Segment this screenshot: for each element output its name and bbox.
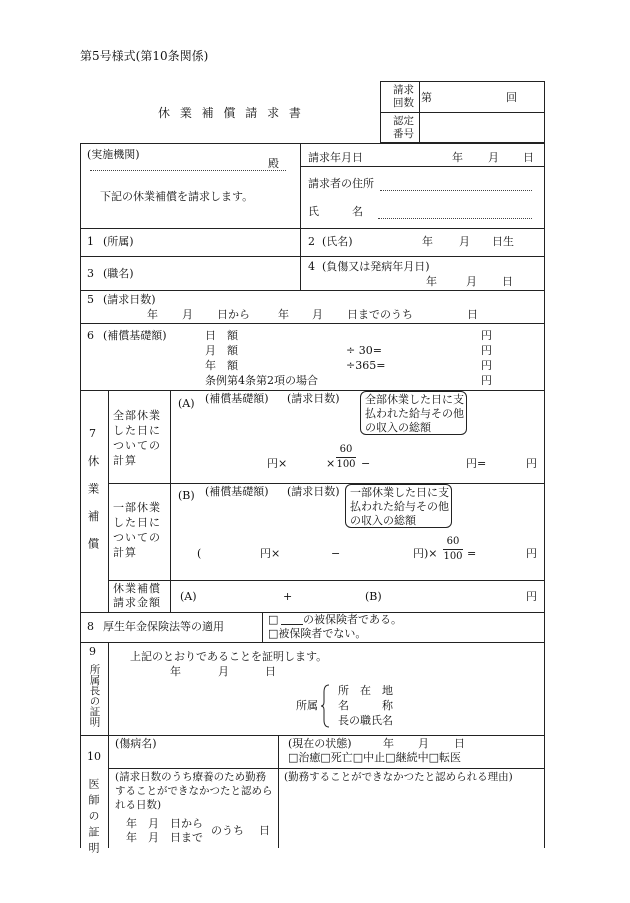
row10-reason: (勤務することができなかつたと認められる理由)	[284, 771, 513, 783]
row2-month: 月	[459, 235, 470, 248]
row10-status-options[interactable]: □治癒□死亡□中止□継続中□転医	[288, 751, 461, 764]
row6-yen-daily: 円	[481, 329, 492, 342]
form-label: 第5号様式(第10条関係)	[80, 49, 209, 63]
row9-statement: 上記のとおりであることを証明します。	[130, 650, 328, 663]
row5-num: 5	[87, 293, 94, 306]
row5-year1: 年	[147, 308, 158, 321]
row10-days-line2: 年 月 日まで	[126, 831, 203, 844]
row6-monthly: 月 額	[205, 344, 238, 357]
row9-brace-icon	[321, 684, 331, 728]
row2-year: 年	[422, 235, 433, 248]
row10-num: 10	[87, 750, 101, 763]
row5-until: 日までのうち	[347, 308, 413, 321]
row10-disease: (傷病名)	[115, 737, 157, 750]
row2-num: 2	[308, 235, 315, 248]
claim-date-year: 年	[452, 151, 463, 164]
total-a-field[interactable]	[200, 589, 280, 603]
full-days: (請求日数)	[287, 392, 340, 405]
row5-from: 日から	[217, 308, 250, 321]
reason-field[interactable]	[284, 800, 540, 844]
full-minus: −	[361, 457, 371, 470]
row8-opt1-checkbox[interactable]: □	[268, 613, 279, 626]
full-yen-eq: 円=	[466, 457, 487, 470]
claim-count-label: 請求回数	[393, 84, 414, 109]
row2-label: (氏名)	[322, 235, 353, 248]
full-fraction	[336, 445, 356, 470]
row9-head: 長の職氏名	[338, 714, 393, 727]
row9-org: 所属	[296, 699, 318, 712]
row1-num: 1	[87, 235, 94, 248]
row3-num: 3	[87, 267, 94, 280]
row10-day-unit: 日	[259, 824, 270, 837]
row9-year: 年	[170, 665, 181, 678]
row6-yen-annual: 円	[481, 359, 492, 372]
full-x: ×	[326, 457, 336, 470]
full-bracket-text: 全部休業した日に支払われた給与その他の収入の総額	[365, 393, 464, 434]
partial-calc-label: 一部休業した日についての計算	[113, 501, 161, 559]
partial-fraction	[443, 537, 463, 562]
row9-vertical-label: 所属長の証明	[88, 664, 101, 727]
row6-label: (補償基礎額)	[103, 329, 167, 342]
agency-name-field[interactable]	[90, 158, 266, 170]
row7-num: 7	[89, 427, 96, 440]
partial-mark: (B)	[178, 489, 195, 502]
row1-label: (所属)	[103, 235, 134, 248]
row6-annual: 年 額	[205, 359, 238, 372]
partial-minus: −	[331, 547, 341, 560]
total-b-field[interactable]	[390, 589, 520, 603]
row10-vertical-label: 医師の証明	[87, 778, 100, 858]
claim-count-suffix: 回	[506, 91, 517, 104]
row6-daily: 日 額	[205, 329, 238, 342]
partial-bracket-text: 一部休業した日に支払われた給与その他の収入の総額	[350, 486, 449, 527]
full-yen: 円	[526, 457, 537, 470]
row2-born: 日生	[492, 235, 514, 248]
partial-base: (補償基礎額)	[205, 485, 269, 498]
row8-label: 厚生年金保険法等の適用	[103, 620, 224, 633]
row4-day: 日	[502, 275, 513, 288]
row9-day: 日	[265, 665, 276, 678]
row6-yen-monthly: 円	[481, 344, 492, 357]
row6-div365: ÷365=	[346, 359, 386, 372]
total-yen: 円	[526, 590, 537, 603]
partial-days: (請求日数)	[287, 485, 340, 498]
claim-date-month: 月	[488, 151, 499, 164]
row4-year: 年	[426, 275, 437, 288]
form-title: 休 業 補 償 請 求 書	[158, 106, 304, 120]
affiliation-field[interactable]	[175, 236, 293, 248]
row6-yen-ordinance: 円	[481, 374, 492, 387]
total-label: 休業補償請求金額	[113, 582, 161, 609]
partial-fraction-den: 100	[443, 551, 463, 562]
row9-location: 所 在 地	[338, 684, 393, 697]
partial-yen-x: 円×	[260, 547, 281, 560]
total-plus: +	[283, 590, 293, 603]
row5-month1: 月	[182, 308, 193, 321]
row4-num: 4	[308, 260, 315, 273]
partial-yen: 円	[526, 547, 537, 560]
full-mark: (A)	[178, 397, 195, 410]
full-calc-label: 全部休業した日についての計算	[113, 409, 161, 467]
row6-num: 6	[87, 329, 94, 342]
claim-count-prefix: 第	[421, 91, 432, 104]
row7-vertical-label: 休業補償	[86, 455, 101, 565]
row4-month: 月	[466, 275, 477, 288]
full-yen-x: 円×	[267, 457, 288, 470]
row6-ordinance: 条例第4条第2項の場合	[205, 374, 318, 387]
claimant-address-label: 請求者の住所	[308, 177, 374, 190]
agency-label: (実施機関)	[87, 148, 140, 161]
row10-day: 日	[454, 737, 465, 750]
claim-date-label: 請求年月日	[308, 151, 363, 164]
total-a: (A)	[180, 590, 197, 603]
row10-of-which: のうち	[211, 824, 244, 837]
full-fraction-den: 100	[336, 459, 356, 470]
job-title-field[interactable]	[175, 268, 293, 280]
row10-days-line1: 年 月 日から	[126, 817, 203, 830]
claimant-address-field[interactable]	[380, 178, 532, 190]
row6-div30: ÷ 30=	[346, 344, 382, 357]
row5-label: (請求日数)	[103, 293, 156, 306]
row10-days-label: (請求日数のうち療養のため勤務することができなかつたと認められる日数)	[115, 771, 273, 811]
partial-open: (	[197, 547, 202, 560]
row10-status-label: (現在の状態)	[288, 737, 352, 750]
partial-fraction-num: 60	[446, 536, 460, 547]
cert-number-label: 認定番号	[393, 115, 414, 140]
total-b: (B)	[365, 590, 382, 603]
cert-number-field[interactable]	[425, 124, 540, 136]
row9-month: 月	[218, 665, 229, 678]
row8-opt2[interactable]: □被保険者でない。	[268, 627, 367, 640]
disease-field[interactable]	[115, 752, 273, 766]
agency-statement: 下記の休業補償を請求します。	[100, 190, 254, 203]
row8-opt1-label: の被保険者である。	[303, 613, 402, 626]
claim-date-day: 日	[523, 151, 534, 164]
claimant-name-field[interactable]	[378, 206, 532, 218]
row5-month2: 月	[312, 308, 323, 321]
full-base: (補償基礎額)	[205, 392, 269, 405]
full-fraction-num: 60	[339, 444, 353, 455]
row3-label: (職名)	[103, 267, 134, 280]
row10-month: 月	[418, 737, 429, 750]
row8-num: 8	[87, 620, 94, 633]
partial-eq: =	[467, 547, 477, 560]
agency-honorific: 殿	[268, 157, 279, 170]
row5-year2: 年	[278, 308, 289, 321]
partial-close-x: 円)×	[413, 547, 438, 560]
row5-days: 日	[467, 308, 478, 321]
claimant-name-label: 氏 名	[308, 205, 363, 218]
row9-name: 名 称	[338, 699, 393, 712]
row4-label: (負傷又は発病年月日)	[322, 260, 430, 273]
row9-num: 9	[89, 645, 96, 658]
row10-year: 年	[383, 737, 394, 750]
